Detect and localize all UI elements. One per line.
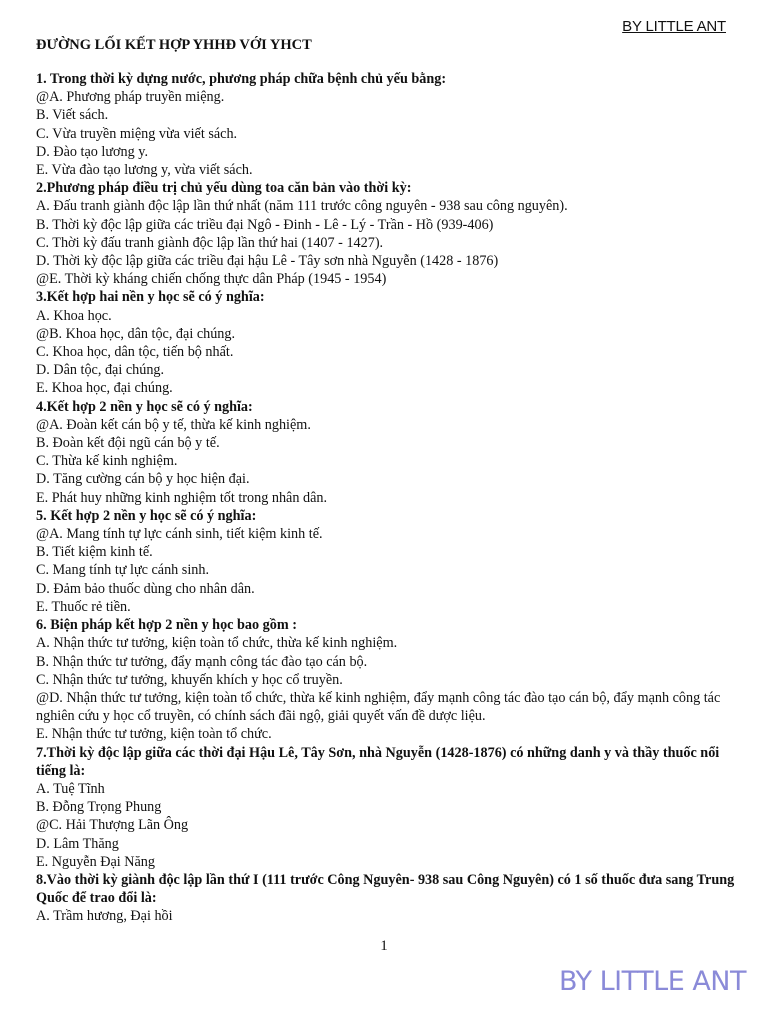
answer-option: E. Khoa học, đại chúng. (36, 380, 173, 397)
question-block (36, 871, 736, 926)
question-block (36, 744, 736, 871)
answer-option: A. Tuệ Tĩnh (36, 780, 105, 797)
question-block (36, 288, 736, 397)
answer-option: E. Vừa đào tạo lương y, vừa viết sách. (36, 162, 253, 179)
question-list (36, 70, 736, 926)
question-text: 7.Thời kỳ độc lập giữa các thời đại Hậu Lê, Tây Sơn, nhà Nguyễn (1428-1876) có những danh y và thầy thuốc nổi tiếng là: (36, 744, 720, 779)
answer-option: A. Khoa học. (36, 307, 112, 324)
question-block (36, 507, 736, 616)
question-text: 8.Vào thời kỳ giành độc lập lần thứ I (111 trước Công Nguyên- 938 sau Công Nguyên) có 1 số thuốc đưa sang Trung Quốc để trao đổi là: (36, 871, 735, 907)
answer-option: B. Nhận thức tư tưởng, đẩy mạnh công tác đào tạo cán bộ. (36, 653, 368, 670)
answer-option: @D. Nhận thức tư tưởng, kiện toàn tổ chức, thừa kế kinh nghiệm, đẩy mạnh công tác đào tạo cán bộ, đẩy mạnh công tác nghiên cứu y học cổ truyền, có chính sách đãi ngộ, giải quyết vấn đề dược liệu. (36, 689, 721, 725)
answer-option: D. Thời kỳ độc lập giữa các triều đại hậu Lê - Tây sơn nhà Nguyễn (1428 - 1876) (36, 253, 499, 270)
answer-option: @E. Thời kỳ kháng chiến chống thực dân Pháp (1945 - 1954) (36, 271, 387, 288)
answer-option: C. Thừa kế kinh nghiệm. (36, 453, 178, 470)
answer-option: @B. Khoa học, dân tộc, đại chúng. (36, 325, 236, 342)
answer-option: E. Phát huy những kinh nghiệm tốt trong nhân dân. (36, 489, 328, 506)
answer-option: @C. Hải Thượng Lãn Ông (36, 817, 189, 834)
answer-option: B. Đỗng Trọng Phung (36, 799, 162, 816)
question-text: 1. Trong thời kỳ dựng nước, phương pháp chữa bệnh chủ yếu bằng: (36, 71, 447, 87)
question-text: 3.Kết hợp hai nền y học sẽ có ý nghĩa: (36, 289, 265, 306)
answer-option: B. Thời kỳ độc lập giữa các triều đại Ngô - Đinh - Lê - Lý - Trần - Hồ (939-406) (36, 216, 494, 233)
question-text: 4.Kết hợp 2 nền y học sẽ có ý nghĩa: (36, 398, 253, 415)
answer-option: @A. Mang tính tự lực cánh sinh, tiết kiệm kinh tế. (36, 526, 323, 543)
answer-option: C. Mang tính tự lực cánh sinh. (36, 562, 210, 579)
footer-watermark: BY LITTLE ANT (559, 966, 746, 997)
answer-option: E. Nguyễn Đại Năng (36, 853, 155, 870)
answer-option: D. Đảm bảo thuốc dùng cho nhân dân. (36, 580, 255, 597)
answer-option: B. Đoàn kết đội ngũ cán bộ y tế. (36, 435, 220, 452)
answer-option: @A. Phương pháp truyền miệng. (36, 89, 225, 106)
answer-option: @A. Đoàn kết cán bộ y tế, thừa kế kinh nghiệm. (36, 416, 311, 433)
answer-option: A. Nhận thức tư tưởng, kiện toàn tổ chức, thừa kế kinh nghiệm. (36, 635, 398, 652)
question-text: 2.Phương pháp điều trị chủ yếu dùng toa căn bản vào thời kỳ: (36, 180, 412, 197)
header-watermark: BY LITTLE ANT (622, 18, 726, 35)
page-number: 1 (380, 938, 388, 954)
answer-option: E. Thuốc rẻ tiền. (36, 598, 131, 615)
answer-option: D. Lâm Thăng (36, 835, 119, 852)
answer-option: D. Dân tộc, đại chúng. (36, 362, 165, 379)
answer-option: E. Nhận thức tư tưởng, kiện toàn tổ chức. (36, 726, 272, 743)
question-text: 6. Biện pháp kết hợp 2 nền y học bao gồm : (36, 617, 297, 634)
document-title: ĐƯỜNG LỐI KẾT HỢP YHHĐ VỚI YHCT (36, 37, 312, 53)
question-block (36, 398, 736, 507)
answer-option: D. Tăng cường cán bộ y học hiện đại. (36, 471, 250, 488)
answer-option: C. Nhận thức tư tưởng, khuyến khích y học cổ truyền. (36, 671, 343, 688)
answer-option: B. Tiết kiệm kinh tế. (36, 544, 153, 561)
answer-option: C. Thời kỳ đấu tranh giành độc lập lần thứ hai (1407 - 1427). (36, 234, 384, 251)
answer-option: B. Viết sách. (36, 107, 109, 124)
answer-option: A. Trầm hương, Đại hồi (36, 908, 173, 925)
answer-option: D. Đào tạo lương y. (36, 143, 148, 160)
answer-option: C. Khoa học, dân tộc, tiến bộ nhất. (36, 344, 234, 361)
question-block (36, 616, 736, 743)
question-text: 5. Kết hợp 2 nền y học sẽ có ý nghĩa: (36, 507, 257, 524)
answer-option: A. Đấu tranh giành độc lập lần thứ nhất (năm 111 trước công nguyên - 938 sau công nguyên). (36, 198, 568, 215)
question-block (36, 70, 736, 179)
question-block (36, 179, 736, 288)
answer-option: C. Vừa truyền miệng vừa viết sách. (36, 125, 238, 142)
